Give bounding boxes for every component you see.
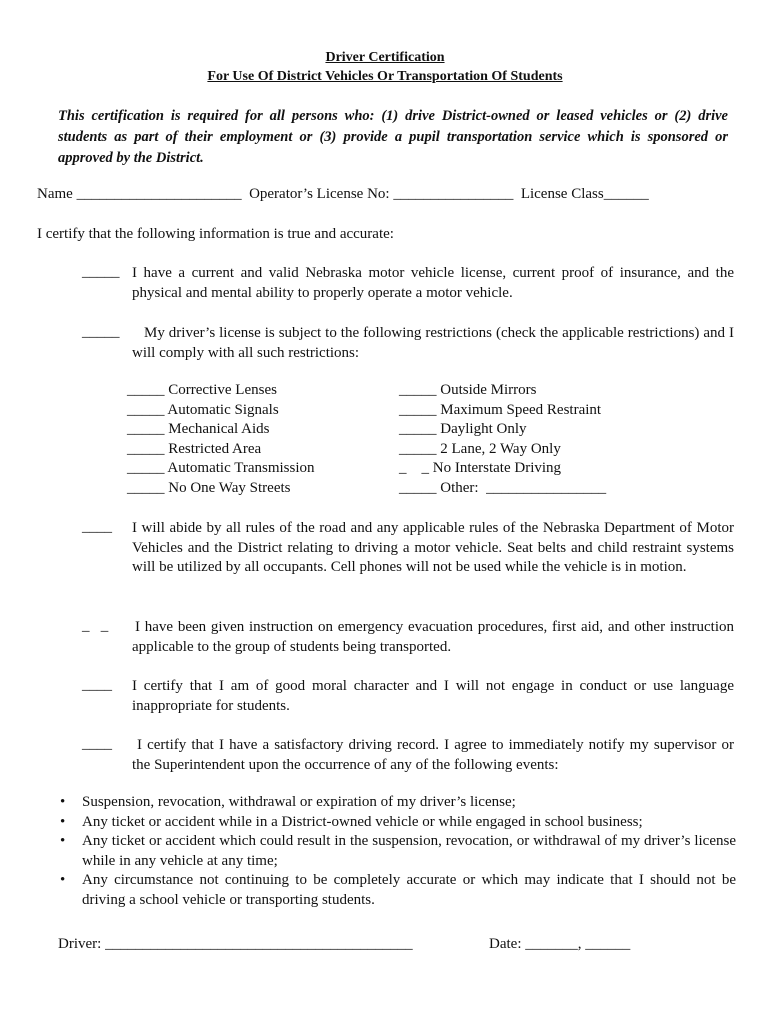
statement-emergency-instruction: I have been given instruction on emergency evacuation procedures, first aid, and other instruction applicable to the group of students being transported. <box>132 619 734 655</box>
date-line[interactable]: Date: _______, ______ <box>489 936 631 952</box>
restriction-option[interactable]: _____ Restricted Area <box>127 441 262 457</box>
checkbox-blank-character[interactable]: ____ <box>82 677 112 693</box>
statement-restrictions: My driver’s license is subject to the following restrictions (check the applicable restrictions) and I will comply with all such restrictions: <box>132 325 734 361</box>
restriction-option[interactable]: _____ Daylight Only <box>399 421 527 437</box>
restriction-option[interactable]: _____ Automatic Transmission <box>127 460 315 476</box>
restriction-option[interactable]: _____ Mechanical Aids <box>127 421 270 437</box>
restriction-option[interactable]: _____ Other: ________________ <box>399 480 607 496</box>
bullet-icon: • <box>60 794 66 810</box>
restriction-option[interactable]: _____ Maximum Speed Restraint <box>399 402 602 418</box>
certify-statement: I certify that the following information is true and accurate: <box>37 226 394 242</box>
driver-signature-line[interactable]: Driver: _________________________________________ <box>58 936 413 952</box>
restriction-option[interactable]: _____ Automatic Signals <box>127 402 279 418</box>
statement-moral-character: I certify that I am of good moral character and I will not engage in conduct or use language inappropriate for students. <box>132 678 734 714</box>
document-subtitle: For Use Of District Vehicles Or Transportation Of Students <box>207 69 563 84</box>
list-item-text: Any ticket or accident while in a District-owned vehicle or while engaged in school business; <box>82 813 643 830</box>
bullet-icon: • <box>60 813 66 830</box>
checkbox-blank-rules[interactable]: ____ <box>82 519 112 535</box>
document-title: Driver Certification <box>325 50 445 65</box>
checkbox-blank-driving-record[interactable]: ____ <box>82 736 112 752</box>
restriction-option[interactable]: _____ No One Way Streets <box>127 480 291 496</box>
list-item-text: Any circumstance not continuing to be completely accurate or which may indicate that I should not be driving a school vehicle or transporting students. <box>82 872 736 908</box>
name-license-line[interactable]: Name ______________________ Operator’s License No: ________________ License Class______ <box>37 186 649 202</box>
intro-paragraph: This certification is required for all persons who: (1) drive District-owned or leased vehicles or (2) drive students as part of their employment or (3) provide a pupil transportation service which is sponsored or approved by the District. <box>58 108 728 166</box>
statement-driving-record: I certify that I have a satisfactory driving record. I agree to immediately notify my supervisor or the Superintendent upon the occurrence of any of the following events: <box>132 737 734 773</box>
list-item <box>58 832 736 871</box>
notification-events-list <box>58 793 736 910</box>
statement-rules-of-road: I will abide by all rules of the road and any applicable rules of the Nebraska Department of Motor Vehicles and the District relating to driving a motor vehicle. Seat belts and child restraint systems will be utilized by all occupants. Cell phones will not be used while the vehicle is in motion. <box>132 520 734 575</box>
restriction-option[interactable]: _____ 2 Lane, 2 Way Only <box>399 441 561 457</box>
list-item <box>58 871 736 910</box>
statement-valid-license: I have a current and valid Nebraska motor vehicle license, current proof of insurance, and the physical and mental ability to properly operate a motor vehicle. <box>132 265 734 301</box>
bullet-icon: • <box>60 833 66 849</box>
list-item-text: Suspension, revocation, withdrawal or expiration of my driver’s license; <box>82 794 516 810</box>
restriction-option[interactable]: _____ Outside Mirrors <box>399 382 537 398</box>
checkbox-blank-restrictions[interactable]: _____ <box>82 324 120 340</box>
list-item <box>58 813 736 833</box>
restriction-option[interactable]: _____ Corrective Lenses <box>127 382 277 398</box>
restriction-option[interactable]: _ _ No Interstate Driving <box>399 460 562 476</box>
list-item-text: Any ticket or accident which could result in the suspension, revocation, or withdrawal of my driver’s license while in any vehicle at any time; <box>82 833 736 869</box>
checkbox-blank-instruction[interactable]: _ _ <box>82 618 109 634</box>
list-item <box>58 793 736 813</box>
bullet-icon: • <box>60 872 66 888</box>
checkbox-blank-license[interactable]: _____ <box>82 264 120 280</box>
